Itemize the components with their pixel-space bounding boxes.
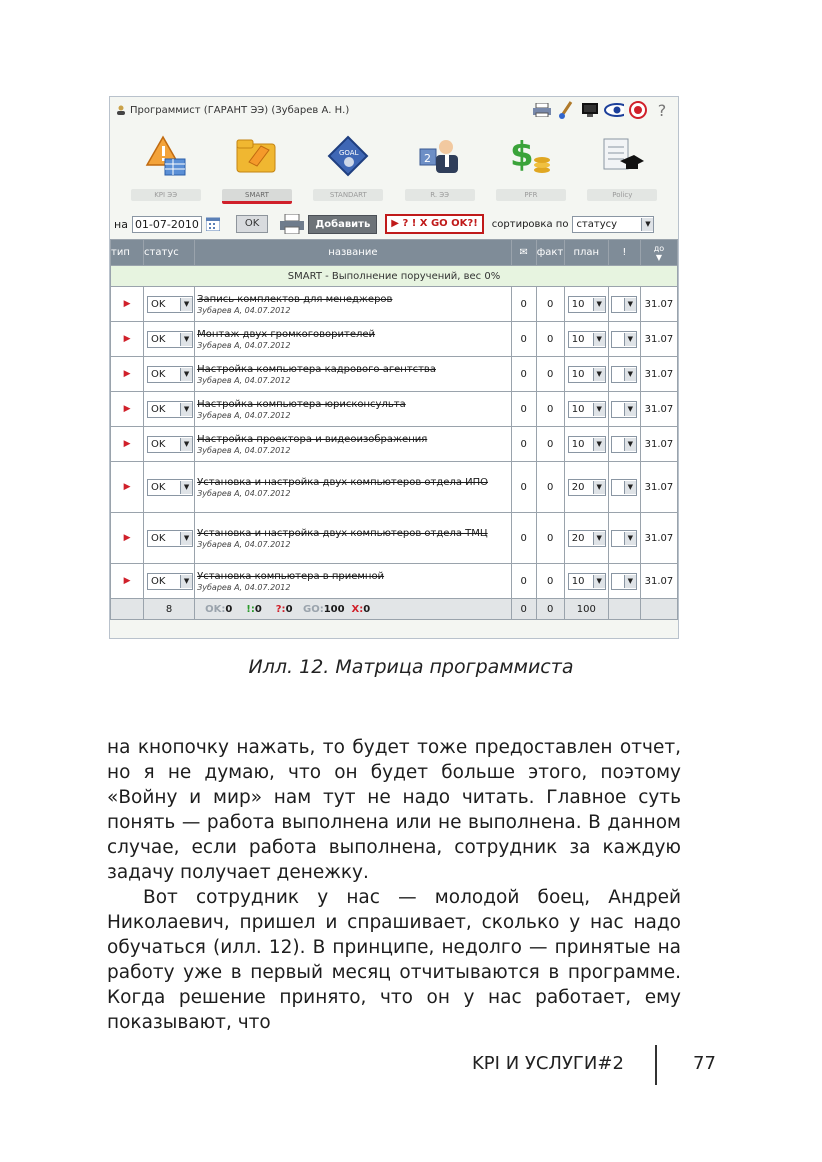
excl-select[interactable] bbox=[611, 401, 637, 418]
chevron-down-icon: ▼ bbox=[624, 532, 636, 545]
row-c1: 0 bbox=[511, 427, 536, 462]
table-header bbox=[111, 240, 678, 266]
row-status-cell bbox=[144, 513, 195, 564]
row-c1: 0 bbox=[511, 462, 536, 513]
folder-icon[interactable] bbox=[227, 131, 287, 181]
task-name[interactable]: Настройка компьютера юрисконсульта bbox=[197, 398, 406, 410]
help-icon[interactable]: ? bbox=[657, 100, 667, 120]
col-fact[interactable]: факт bbox=[536, 240, 564, 266]
task-author: Зубарев А, 04.07.2012 bbox=[197, 488, 291, 498]
col-plan[interactable]: план bbox=[564, 240, 608, 266]
plan-select[interactable] bbox=[568, 366, 606, 383]
page-number: 77 bbox=[693, 1053, 716, 1074]
excl-select[interactable] bbox=[611, 479, 637, 496]
sort-select[interactable] bbox=[572, 216, 654, 233]
row-c1: 0 bbox=[511, 392, 536, 427]
task-name[interactable]: Монтаж двух громкоговорителей bbox=[197, 328, 376, 340]
plan-value: 20 bbox=[571, 481, 585, 493]
filter-toolbar bbox=[110, 211, 679, 237]
excl-stat-value: 0 bbox=[254, 603, 262, 615]
row-excl-cell bbox=[608, 357, 640, 392]
status-value: OK bbox=[151, 298, 166, 310]
plan-select[interactable] bbox=[568, 573, 606, 590]
chevron-down-icon: ▼ bbox=[593, 368, 605, 381]
row-name-cell bbox=[195, 462, 512, 513]
row-play-icon[interactable]: ▶ bbox=[111, 462, 144, 513]
task-author: Зубарев А, 04.07.2012 bbox=[197, 375, 291, 385]
chevron-down-icon: ▼ bbox=[180, 403, 192, 416]
target-icon[interactable] bbox=[628, 101, 648, 119]
row-play-icon[interactable]: ▶ bbox=[111, 357, 144, 392]
task-author: Зубарев А, 04.07.2012 bbox=[197, 410, 291, 420]
status-value: OK bbox=[151, 575, 166, 587]
plan-select[interactable] bbox=[568, 296, 606, 313]
printer-icon[interactable] bbox=[532, 101, 552, 119]
window-title: Программист (ГАРАНТ ЭЭ) (Зубарев А. Н.) bbox=[130, 104, 350, 116]
kpi-warning-icon[interactable] bbox=[136, 131, 196, 181]
status-select[interactable] bbox=[147, 366, 193, 383]
row-status-cell bbox=[144, 462, 195, 513]
svg-text:$: $ bbox=[509, 135, 534, 175]
svg-text:2: 2 bbox=[423, 152, 431, 165]
plan-value: 20 bbox=[571, 532, 585, 544]
row-status-cell bbox=[144, 392, 195, 427]
status-select[interactable] bbox=[147, 479, 193, 496]
chevron-down-icon: ▼ bbox=[593, 403, 605, 416]
task-name[interactable]: Настройка компьютера кадрового агентства bbox=[197, 363, 436, 375]
comment-icon[interactable]: ✉ bbox=[511, 240, 536, 266]
row-play-icon[interactable]: ▶ bbox=[111, 322, 144, 357]
row-plan-cell bbox=[564, 392, 608, 427]
row-plan-cell bbox=[564, 322, 608, 357]
chevron-down-icon: ▼ bbox=[624, 575, 636, 588]
row-c1: 0 bbox=[511, 287, 536, 322]
task-name[interactable]: Запись комплектов для менеджеров bbox=[197, 293, 393, 305]
footer-due bbox=[640, 599, 677, 620]
ok-button[interactable]: OK bbox=[236, 215, 268, 233]
task-author: Зубарев А, 04.07.2012 bbox=[197, 445, 291, 455]
sort-down-icon: ▼ bbox=[655, 252, 662, 262]
footer-empty bbox=[111, 599, 144, 620]
row-excl-cell bbox=[608, 322, 640, 357]
plan-value: 10 bbox=[571, 333, 585, 345]
ok-stat-label: OK: bbox=[205, 603, 226, 615]
table-footer bbox=[111, 599, 678, 620]
row-due: 31.07 bbox=[640, 287, 677, 322]
task-author: Зубарев А, 04.07.2012 bbox=[197, 539, 291, 549]
plan-select[interactable] bbox=[568, 479, 606, 496]
row-status-cell bbox=[144, 287, 195, 322]
group-row bbox=[111, 266, 678, 287]
row-c1: 0 bbox=[511, 322, 536, 357]
date-input[interactable]: 01-07-2010 bbox=[132, 216, 202, 233]
row-play-icon[interactable]: ▶ bbox=[111, 287, 144, 322]
chevron-down-icon: ▼ bbox=[624, 438, 636, 451]
chevron-down-icon: ▼ bbox=[641, 218, 653, 231]
chevron-down-icon: ▼ bbox=[180, 438, 192, 451]
row-c1: 0 bbox=[511, 513, 536, 564]
footer-plan: 100 bbox=[564, 599, 608, 620]
ok-stat-value: 0 bbox=[225, 603, 233, 615]
row-plan-cell bbox=[564, 564, 608, 599]
chevron-down-icon: ▼ bbox=[180, 368, 192, 381]
chevron-down-icon: ▼ bbox=[593, 298, 605, 311]
row-plan-cell bbox=[564, 287, 608, 322]
tab-policy[interactable]: Policy bbox=[587, 189, 657, 201]
row-name-cell bbox=[195, 513, 512, 564]
chevron-down-icon: ▼ bbox=[624, 368, 636, 381]
chevron-down-icon: ▼ bbox=[624, 298, 636, 311]
money-icon[interactable] bbox=[501, 131, 561, 181]
row-fact: 0 bbox=[536, 392, 564, 427]
module-tabs bbox=[110, 189, 678, 205]
policy-icon[interactable] bbox=[592, 131, 652, 181]
task-name[interactable]: Установка и настройка двух компьютеров отдела ИПО bbox=[197, 476, 489, 488]
plan-select[interactable] bbox=[568, 530, 606, 547]
play-icon: ▶ bbox=[391, 218, 403, 229]
row-play-icon[interactable]: ▶ bbox=[111, 564, 144, 599]
user-icon bbox=[116, 105, 126, 115]
row-excl-cell bbox=[608, 287, 640, 322]
row-fact: 0 bbox=[536, 427, 564, 462]
chevron-down-icon: ▼ bbox=[593, 438, 605, 451]
row-fact: 0 bbox=[536, 513, 564, 564]
q-stat-value: 0 bbox=[285, 603, 293, 615]
row-status-cell bbox=[144, 322, 195, 357]
tab-smart[interactable]: SMART bbox=[222, 189, 292, 204]
excl-select[interactable] bbox=[611, 573, 637, 590]
calendar-icon[interactable] bbox=[206, 217, 220, 231]
task-name[interactable]: Установка и настройка двух компьютеров отдела ТМЦ bbox=[197, 527, 488, 539]
status-filter-button[interactable] bbox=[385, 214, 484, 234]
footer-stats bbox=[195, 599, 512, 620]
plan-select[interactable] bbox=[568, 331, 606, 348]
status-select[interactable] bbox=[147, 436, 193, 453]
chevron-down-icon: ▼ bbox=[624, 333, 636, 346]
row-due: 31.07 bbox=[640, 427, 677, 462]
plan-value: 10 bbox=[571, 438, 585, 450]
row-c1: 0 bbox=[511, 357, 536, 392]
footer-c1: 0 bbox=[511, 599, 536, 620]
row-due: 31.07 bbox=[640, 513, 677, 564]
toolbar-icons bbox=[532, 101, 672, 119]
chevron-down-icon: ▼ bbox=[593, 481, 605, 494]
table-row[interactable] bbox=[111, 513, 678, 564]
row-name-cell bbox=[195, 564, 512, 599]
plan-value: 10 bbox=[571, 368, 585, 380]
footer-count: 8 bbox=[144, 599, 195, 620]
row-status-cell bbox=[144, 357, 195, 392]
row-fact: 0 bbox=[536, 564, 564, 599]
footer-excl bbox=[608, 599, 640, 620]
task-author: Зубарев А, 04.07.2012 bbox=[197, 340, 291, 350]
status-select[interactable] bbox=[147, 331, 193, 348]
row-plan-cell bbox=[564, 357, 608, 392]
svg-text:GOAL: GOAL bbox=[339, 149, 359, 157]
status-filter-label: ? ! X GO OK?! bbox=[402, 218, 478, 229]
row-excl-cell bbox=[608, 513, 640, 564]
row-due: 31.07 bbox=[640, 564, 677, 599]
body-text bbox=[107, 735, 681, 1035]
excl-select[interactable] bbox=[611, 530, 637, 547]
q-stat-label: ?: bbox=[275, 603, 286, 615]
row-due: 31.07 bbox=[640, 392, 677, 427]
paragraph-2: Вот сотрудник у нас — молодой боец, Андрей Николаевич, пришел и спрашивает, сколько у нас надо обучаться (илл. 12). В принципе, недолго — принятые на работу уже в первый месяц отчитываются в программе. Когда решение принято, что он у нас работает, ему показывают, что bbox=[107, 887, 681, 1033]
sort-value: статусу bbox=[576, 218, 618, 230]
col-due-label: до bbox=[653, 243, 665, 253]
status-value: OK bbox=[151, 403, 166, 415]
plan-select[interactable] bbox=[568, 401, 606, 418]
row-plan-cell bbox=[564, 513, 608, 564]
monitor-icon[interactable] bbox=[580, 101, 600, 119]
row-status-cell bbox=[144, 427, 195, 462]
row-fact: 0 bbox=[536, 357, 564, 392]
row-name-cell bbox=[195, 287, 512, 322]
row-c1: 0 bbox=[511, 564, 536, 599]
row-due: 31.07 bbox=[640, 357, 677, 392]
row-fact: 0 bbox=[536, 322, 564, 357]
chevron-down-icon: ▼ bbox=[624, 481, 636, 494]
row-plan-cell bbox=[564, 462, 608, 513]
table-row[interactable] bbox=[111, 392, 678, 427]
status-value: OK bbox=[151, 481, 166, 493]
plan-select[interactable] bbox=[568, 436, 606, 453]
row-excl-cell bbox=[608, 392, 640, 427]
task-author: Зубарев А, 04.07.2012 bbox=[197, 582, 291, 592]
table-body bbox=[111, 287, 678, 599]
row-play-icon[interactable]: ▶ bbox=[111, 513, 144, 564]
date-label: на bbox=[114, 217, 128, 231]
table-row[interactable] bbox=[111, 322, 678, 357]
row-fact: 0 bbox=[536, 462, 564, 513]
row-due: 31.07 bbox=[640, 322, 677, 357]
sort-label: сортировка по bbox=[491, 218, 569, 230]
col-name[interactable]: название bbox=[195, 240, 512, 266]
excl-select[interactable] bbox=[611, 436, 637, 453]
chevron-down-icon: ▼ bbox=[180, 333, 192, 346]
tab-pfr[interactable]: PFR bbox=[496, 189, 566, 201]
title-bar bbox=[110, 97, 678, 123]
row-play-icon[interactable]: ▶ bbox=[111, 427, 144, 462]
x-stat-label: X: bbox=[351, 603, 364, 615]
status-select[interactable] bbox=[147, 401, 193, 418]
status-value: OK bbox=[151, 333, 166, 345]
row-play-icon[interactable]: ▶ bbox=[111, 392, 144, 427]
table-row[interactable] bbox=[111, 462, 678, 513]
col-excl[interactable]: ! bbox=[608, 240, 640, 266]
add-button[interactable]: Добавить bbox=[308, 215, 377, 234]
task-author: Зубарев А, 04.07.2012 bbox=[197, 305, 291, 315]
row-status-cell bbox=[144, 564, 195, 599]
task-table bbox=[110, 239, 678, 620]
row-name-cell bbox=[195, 357, 512, 392]
chevron-down-icon: ▼ bbox=[180, 481, 192, 494]
table-row[interactable] bbox=[111, 287, 678, 322]
chevron-down-icon: ▼ bbox=[624, 403, 636, 416]
go-stat-value: 100 bbox=[323, 603, 345, 615]
chevron-down-icon: ▼ bbox=[180, 575, 192, 588]
table-row[interactable] bbox=[111, 427, 678, 462]
plan-value: 10 bbox=[571, 403, 585, 415]
excl-stat-label: !: bbox=[246, 603, 255, 615]
row-name-cell bbox=[195, 322, 512, 357]
status-select[interactable] bbox=[147, 573, 193, 590]
row-excl-cell bbox=[608, 462, 640, 513]
tab-kpi[interactable]: KPI ЭЭ bbox=[131, 189, 201, 201]
task-name[interactable]: Установка компьютера в приемной bbox=[197, 570, 385, 582]
go-stat-label: GO: bbox=[302, 603, 324, 615]
row-name-cell bbox=[195, 392, 512, 427]
excl-select[interactable] bbox=[611, 366, 637, 383]
tab-r[interactable]: R. ЭЭ bbox=[405, 189, 475, 201]
chevron-down-icon: ▼ bbox=[593, 532, 605, 545]
chevron-down-icon: ▼ bbox=[593, 333, 605, 346]
task-name[interactable]: Настройка проектора и видеоизображения bbox=[197, 433, 428, 445]
col-status[interactable]: статус bbox=[144, 240, 195, 266]
row-due: 31.07 bbox=[640, 462, 677, 513]
table-row[interactable] bbox=[111, 564, 678, 599]
paragraph-1: на кнопочку нажать, то будет тоже предоставлен отчет, но я не думаю, что он будет больше этого, поэтому «Войну и мир» нам тут не надо читать. Главное суть понять — работа выполнена или не выполнена. В данном случае, если работа выполнена, сотрудник за каждую задачу получает денежку. bbox=[107, 737, 681, 883]
status-value: OK bbox=[151, 438, 166, 450]
plan-value: 10 bbox=[571, 575, 585, 587]
footer-divider bbox=[655, 1045, 657, 1085]
group-title: SMART - Выполнение поручений, вес 0% bbox=[111, 266, 678, 287]
chevron-down-icon: ▼ bbox=[180, 298, 192, 311]
row-name-cell bbox=[195, 427, 512, 462]
x-stat-value: 0 bbox=[363, 603, 371, 615]
row-excl-cell bbox=[608, 427, 640, 462]
brush-icon[interactable] bbox=[556, 101, 576, 119]
chevron-down-icon: ▼ bbox=[593, 575, 605, 588]
chevron-down-icon: ▼ bbox=[180, 532, 192, 545]
figure-caption: Илл. 12. Матрица программиста bbox=[248, 656, 574, 678]
status-select[interactable] bbox=[147, 296, 193, 313]
excl-select[interactable] bbox=[611, 296, 637, 313]
manager-icon[interactable] bbox=[410, 131, 470, 181]
status-value: OK bbox=[151, 532, 166, 544]
row-plan-cell bbox=[564, 427, 608, 462]
plan-value: 10 bbox=[571, 298, 585, 310]
app-screenshot bbox=[109, 96, 679, 639]
printer-small-icon[interactable] bbox=[280, 214, 304, 234]
col-due[interactable] bbox=[640, 240, 677, 266]
goal-icon[interactable] bbox=[318, 131, 378, 181]
module-bar bbox=[110, 123, 678, 189]
row-excl-cell bbox=[608, 564, 640, 599]
status-value: OK bbox=[151, 368, 166, 380]
excl-select[interactable] bbox=[611, 331, 637, 348]
status-select[interactable] bbox=[147, 530, 193, 547]
col-type[interactable]: тип bbox=[111, 240, 144, 266]
running-title: KPI И УСЛУГИ#2 bbox=[472, 1053, 624, 1074]
table-row[interactable] bbox=[111, 357, 678, 392]
eye-icon[interactable] bbox=[604, 101, 624, 119]
row-fact: 0 bbox=[536, 287, 564, 322]
footer-fact: 0 bbox=[536, 599, 564, 620]
tab-standart[interactable]: STANDART bbox=[313, 189, 383, 201]
